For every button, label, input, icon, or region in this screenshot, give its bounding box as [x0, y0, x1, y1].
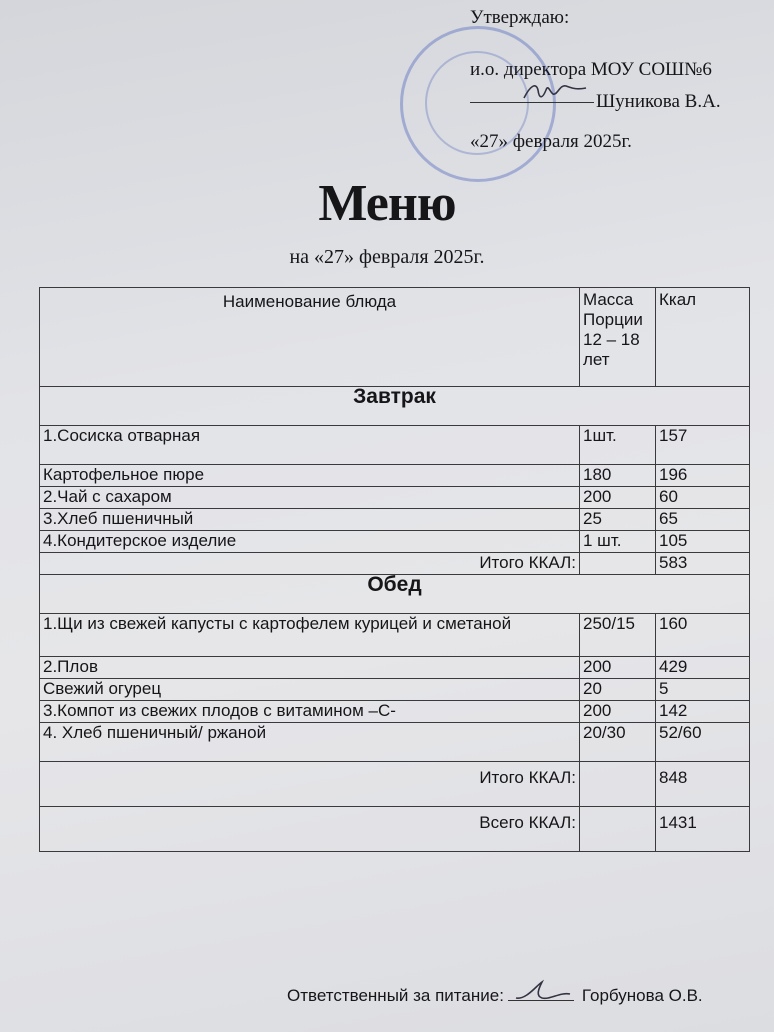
- header-portion-mass: Масса Порции 12 – 18 лет: [580, 288, 656, 387]
- dish-mass: 180: [580, 465, 656, 487]
- responsible-signature: [512, 978, 572, 1004]
- approver-name: Шуникова В.А.: [596, 91, 721, 112]
- total-kcal: 583: [656, 553, 750, 575]
- dish-mass: 1 шт.: [580, 531, 656, 553]
- dish-name: 3.Компот из свежих плодов с витамином –С-: [40, 701, 580, 723]
- approve-label: Утверждаю:: [470, 7, 570, 28]
- page-title: Меню: [318, 175, 456, 232]
- total-empty-cell: [580, 762, 656, 807]
- grand-total-kcal: 1431: [656, 807, 750, 852]
- responsible-name: Горбунова О.В.: [581, 986, 703, 1005]
- table-row: [40, 465, 750, 487]
- table-header-row: [40, 288, 750, 387]
- dish-mass: 200: [580, 487, 656, 509]
- dish-mass: 200: [580, 701, 656, 723]
- table-row: [40, 679, 750, 701]
- dish-name: Свежий огурец: [40, 679, 580, 701]
- header-kcal: Ккал: [656, 288, 750, 387]
- table-row: [40, 426, 750, 465]
- dish-name: 3.Хлеб пшеничный: [40, 509, 580, 531]
- table-row: [40, 487, 750, 509]
- total-kcal: 848: [656, 762, 750, 807]
- dish-kcal: 142: [656, 701, 750, 723]
- responsible-label: Ответственный за питание:: [287, 986, 504, 1005]
- grand-total-label: Всего ККАЛ:: [40, 807, 580, 852]
- dish-kcal: 5: [656, 679, 750, 701]
- dish-kcal: 105: [656, 531, 750, 553]
- approver-position: и.о. директора МОУ СОШ№6: [470, 59, 712, 80]
- dish-mass: 200: [580, 657, 656, 679]
- dish-mass: 250/15: [580, 614, 656, 657]
- section-title: Обед: [40, 575, 750, 614]
- section-breakfast: [40, 387, 750, 426]
- dish-name: 1.Сосиска отварная: [40, 426, 580, 465]
- table-row: [40, 614, 750, 657]
- table-row: [40, 531, 750, 553]
- breakfast-total-row: [40, 553, 750, 575]
- dish-kcal: 429: [656, 657, 750, 679]
- responsible-footer: [287, 986, 703, 1006]
- menu-date: на «27» февраля 2025г.: [289, 246, 485, 268]
- dish-kcal: 196: [656, 465, 750, 487]
- dish-mass: 1шт.: [580, 426, 656, 465]
- section-title: Завтрак: [40, 387, 750, 426]
- table-row: [40, 723, 750, 762]
- dish-kcal: 157: [656, 426, 750, 465]
- total-empty-cell: [580, 553, 656, 575]
- dish-kcal: 60: [656, 487, 750, 509]
- lunch-total-row: [40, 762, 750, 807]
- total-empty-cell: [580, 807, 656, 852]
- dish-kcal: 160: [656, 614, 750, 657]
- table-row: [40, 509, 750, 531]
- approval-date: «27» февраля 2025г.: [470, 131, 632, 152]
- dish-kcal: 52/60: [656, 723, 750, 762]
- dish-mass: 25: [580, 509, 656, 531]
- dish-name: 1.Щи из свежей капусты с картофелем курицей и сметаной: [40, 614, 580, 657]
- header-dish-name: Наименование блюда: [40, 288, 580, 387]
- table-row: [40, 657, 750, 679]
- table-row: [40, 701, 750, 723]
- dish-mass: 20/30: [580, 723, 656, 762]
- menu-table: [39, 287, 750, 852]
- dish-name: 4.Кондитерское изделие: [40, 531, 580, 553]
- dish-name: 4. Хлеб пшеничный/ ржаной: [40, 723, 580, 762]
- dish-name: 2.Плов: [40, 657, 580, 679]
- dish-name: Картофельное пюре: [40, 465, 580, 487]
- responsible-signature-line: [508, 1000, 574, 1001]
- total-label: Итого ККАЛ:: [40, 762, 580, 807]
- section-lunch: [40, 575, 750, 614]
- grand-total-row: [40, 807, 750, 852]
- dish-name: 2.Чай с сахаром: [40, 487, 580, 509]
- dish-kcal: 65: [656, 509, 750, 531]
- dish-mass: 20: [580, 679, 656, 701]
- director-signature: [520, 76, 590, 110]
- total-label: Итого ККАЛ:: [40, 553, 580, 575]
